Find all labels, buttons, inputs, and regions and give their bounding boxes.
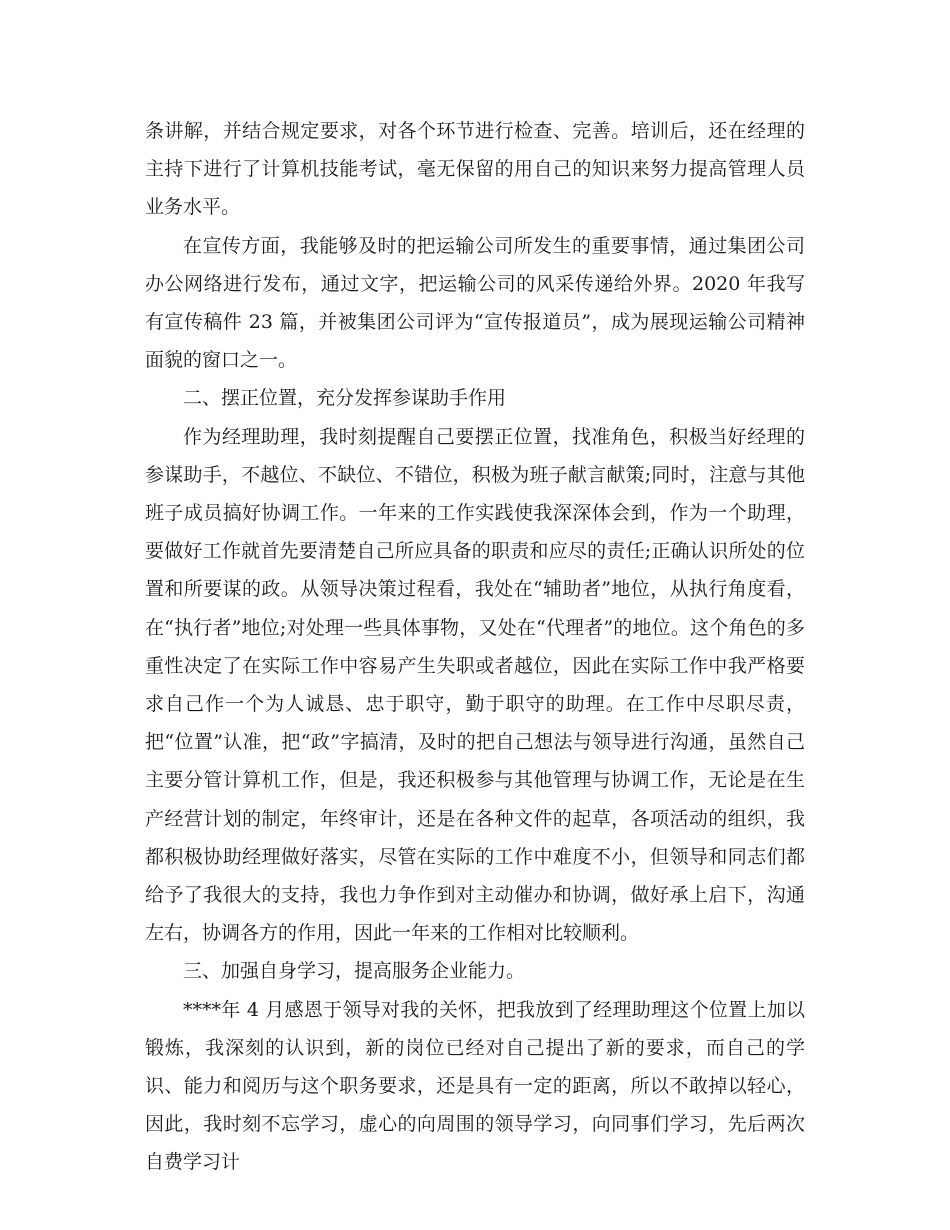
paragraph-publicity: 在宣传方面，我能够及时的把运输公司所发生的重要事情，通过集团公司办公网络进行发布，通过文字，把运输公司的风采传递给外界。2020 年我写有宣传稿件 23 篇，并被集团公司评为“宣传报道员”，成为展现运输公司精神面貌的窗口之一。 [145,234,805,372]
paragraph-self-study: ****年 4 月感恩于领导对我的关怀，把我放到了经理助理这个位置上加以锻炼，我深刻的认识到，新的岗位已经对自己提出了新的要求，而自己的学识、能力和阅历与这个职务要求，还是具有一定的距离，所以不敢掉以轻心，因此，我时刻不忘学习，虚心的向周围的领导学习，向同事们学习，先后两次自费学习计 [145,998,805,1174]
paragraph-training-summary: 条讲解，并结合规定要求，对各个环节进行检查、完善。培训后，还在经理的主持下进行了计算机技能考试，毫无保留的用自己的知识来努力提高管理人员业务水平。 [145,120,805,219]
section-heading-2: 二、摆正位置，充分发挥参谋助手作用 [183,387,507,410]
section-heading-3: 三、加强自身学习，提高服务企业能力。 [183,960,526,983]
document-body [145,112,805,1182]
paragraph-assistant-role: 作为经理助理，我时刻提醒自己要摆正位置，找准角色，积极当好经理的参谋助手，不越位、不缺位、不错位，积极为班子献言献策;同时，注意与其他班子成员搞好协调工作。一年来的工作实践使我深深体会到，作为一个助理，要做好工作就首先要清楚自己所应具备的职责和应尽的责任;正确认识所处的位置和所要谋的政。从领导决策过程看，我处在“辅助者”地位，从执行角度看，在“执行者”地位;对处理一些具体事物，又处在“代理者”的地位。这个角色的多重性决定了在实际工作中容易产生失职或者越位，因此在实际工作中我严格要求自己作一个为人诚恳、忠于职守，勤于职守的助理。在工作中尽职尽责，把“位置”认准，把“政”字搞清，及时的把自己想法与领导进行沟通，虽然自己主要分管计算机工作，但是，我还积极参与其他管理与协调工作，无论是在生产经营计划的制定，年终审计，还是在各种文件的起草，各项活动的组织，我都积极协助经理做好落实，尽管在实际的工作中难度不小，但领导和同志们都给予了我很大的支持，我也力争作到对主动催办和协调，做好承上启下，沟通左右，协调各方的作用，因此一年来的工作相对比较顺利。 [145,425,805,945]
